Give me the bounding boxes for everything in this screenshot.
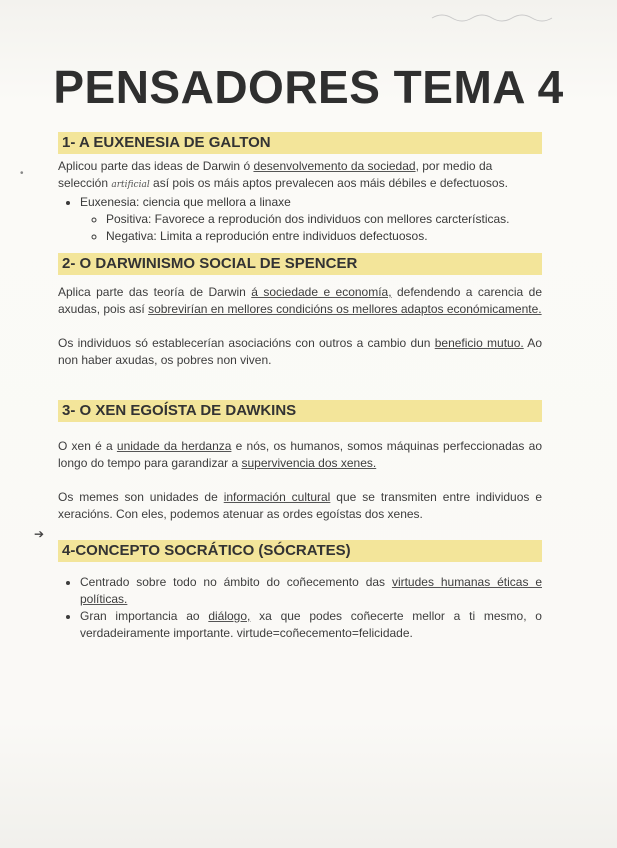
list-item-text: Euxenesia: ciencia que mellora a linaxe: [80, 195, 291, 209]
section-spencer: [58, 253, 542, 369]
underlined-text: información cultural: [223, 490, 331, 504]
section-heading: 1- A EUXENESIA DE GALTON: [58, 132, 542, 154]
section-paragraph: [58, 489, 542, 523]
text: selección: [58, 176, 112, 190]
document-title: PENSADORES TEMA 4: [53, 61, 564, 113]
section-heading: 3- O XEN EGOÍSTA DE DAWKINS: [58, 400, 542, 422]
handwritten-note: artificial: [111, 180, 150, 190]
text: Ao non haber axudas, os pobres non viven.: [58, 336, 542, 367]
section-dawkins: [58, 400, 542, 523]
list-item: [80, 194, 542, 245]
bullet-list: [58, 194, 542, 245]
list-item: ◦ Positiva: Favorece a reprodución dos individuos con mellores carcterísticas.: [106, 211, 542, 228]
text: O xen é a: [58, 439, 117, 453]
underlined-text: desenvolvemento da sociedad: [253, 159, 416, 173]
faint-handwriting-scribble: [430, 10, 570, 22]
text: defendendo a carencia de axudas, pois así: [58, 285, 542, 316]
underlined-text: á sociedade e economía,: [251, 285, 392, 299]
text: son unidades de: [118, 490, 224, 504]
text: Aplicou parte das ideas de Darwin ó: [58, 159, 254, 173]
section-heading: 4-CONCEPTO SOCRÁTICO (SÓCRATES): [58, 540, 542, 562]
section-paragraph: [58, 438, 542, 472]
text: Gran importancia ao: [80, 609, 209, 623]
text: Os individuos só establecerían asociacións con outros a cambio dun: [58, 336, 435, 350]
sub-list: [80, 211, 542, 245]
text: xa que podes coñecerte mellor a ti mesmo, o verdadeiramente importante. virtude=coñecemento=felicidade.: [80, 609, 542, 640]
section-paragraph: [58, 158, 542, 194]
underlined-text: unidade da herdanza: [116, 439, 232, 453]
underlined-text: supervivencia dos xenes.: [241, 456, 377, 470]
text: Aplica parte das teoría de Darwin: [58, 285, 252, 299]
text: , por medio da: [415, 159, 493, 173]
section-paragraph: [58, 335, 542, 369]
underlined-text: sobrevirían en mellores condicións os mellores adaptos económicamente.: [148, 302, 542, 316]
underlined-text: beneficio mutuo.: [434, 336, 524, 350]
list-item: [80, 608, 542, 642]
text: Os: [58, 490, 80, 504]
section-galton: [58, 132, 542, 245]
list-item: ◦ Negativa: Limita a reprodución entre individuos defectuosos.: [106, 228, 542, 245]
section-paragraph: [58, 284, 542, 318]
section-heading: 2- O DARWINISMO SOCIAL DE SPENCER: [58, 253, 542, 275]
stray-mark: •: [20, 168, 24, 179]
arrow-mark-icon: ➔: [34, 527, 45, 541]
underlined-text: virtudes humanas éticas e políticas.: [80, 575, 542, 606]
text: que se transmiten entre individuos e xeracións. Con eles, podemos atenuar as ordes egoístas dos xenes.: [58, 490, 543, 521]
text: Centrado sobre todo no ámbito do coñecemento das: [80, 575, 392, 589]
text: memes: [79, 490, 119, 504]
list-item: [80, 574, 542, 608]
underlined-text: diálogo,: [208, 609, 251, 623]
bullet-list: [58, 574, 542, 642]
text: e nós, os humanos, somos máquinas perfeccionadas ao longo do tempo para garandizar a: [58, 439, 543, 470]
section-socrates: [58, 540, 542, 642]
text: así pois os máis aptos prevalecen aos máis débiles e defectuosos.: [149, 176, 508, 190]
